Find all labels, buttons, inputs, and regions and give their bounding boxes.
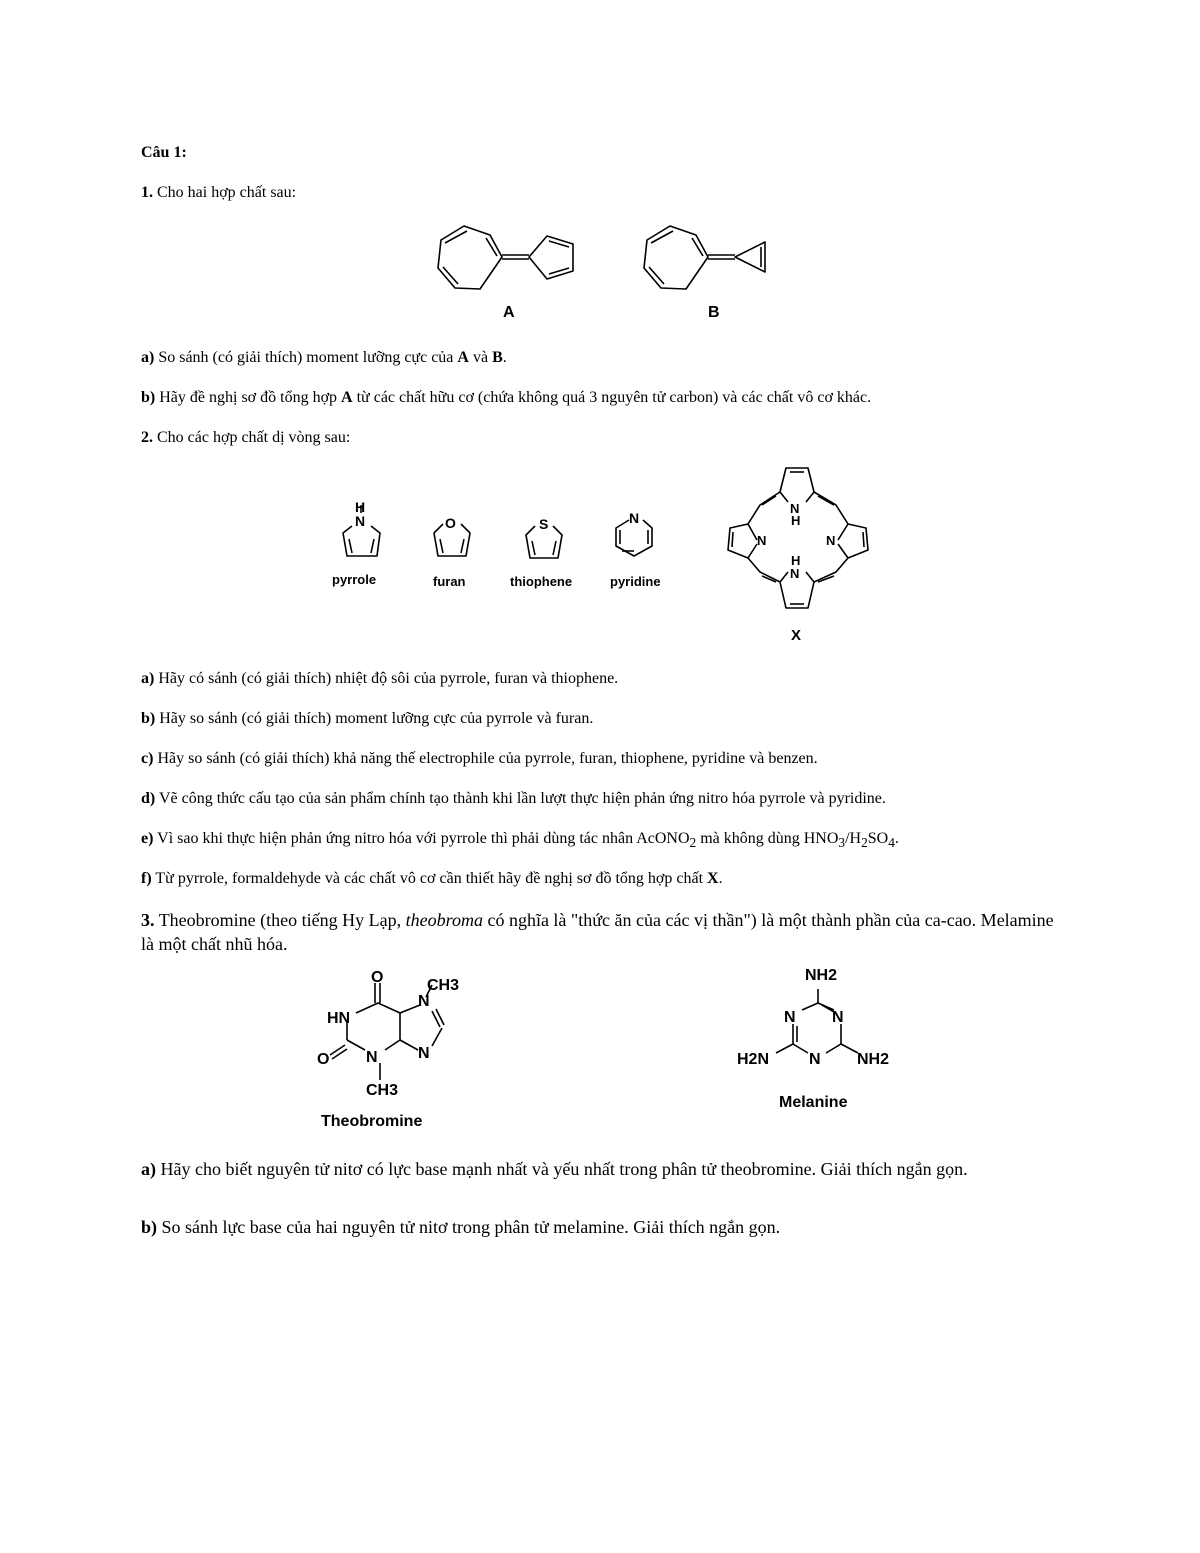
heading-cau-1: Câu 1:	[141, 144, 187, 161]
melamine-nh2-right: NH2	[857, 1051, 890, 1068]
furan-name: furan	[433, 574, 466, 589]
compound-b-structure	[644, 226, 765, 289]
furan-o-atom: O	[445, 515, 456, 531]
q2-part-d: d) Vẽ công thức cấu tạo của sản phẩm chính tạo thành khi lần lượt thực hiện phản ứng nitro hóa pyrrole và pyridine.	[141, 790, 886, 807]
melamine-name: Melanine	[779, 1094, 848, 1111]
theobromine-o-bottom: O	[317, 1051, 330, 1068]
pyrrole-name: pyrrole	[332, 572, 377, 587]
porphyrin-bottom-h: H	[791, 553, 801, 568]
theobromine-hn: HN	[327, 1010, 351, 1027]
melamine-nh2-top: NH2	[805, 967, 838, 984]
compound-b-label: B	[708, 304, 720, 321]
q2-part-e: e) Vì sao khi thực hiện phản ứng nitro hóa với pyrrole thì phải dùng tác nhân AcONO$_2$ mà không dùng $HNO_3/H_2SO_4$.	[141, 830, 899, 851]
compound-a-label: A	[503, 304, 515, 321]
q3-part-a: a) Hãy cho biết nguyên tử nitơ có lực base mạnh nhất và yếu nhất trong phân tử theobromine. Giải thích ngắn gọn.	[141, 1159, 968, 1179]
porphyrin-x-structure	[728, 468, 868, 608]
q1-part-b: b) Hãy đề nghị sơ đồ tổng hợp A từ các chất hữu cơ (chứa không quá 3 nguyên tử carbon) và các chất vô cơ khác.	[141, 389, 872, 406]
pyridine-n-atom: N	[629, 510, 640, 526]
q2-part-f: f) Từ pyrrole, formaldehyde và các chất vô cơ cần thiết hãy đề nghị sơ đồ tổng hợp chất X.	[141, 870, 723, 887]
q2-intro: 2. Cho các hợp chất dị vòng sau:	[141, 429, 351, 446]
thiophene-s-atom: S	[539, 516, 549, 532]
porphyrin-top-h: H	[791, 513, 801, 528]
theobromine-ch3-top: CH3	[427, 977, 460, 994]
pyrrole-h-atom: H	[355, 499, 366, 515]
porphyrin-bottom-n: N	[790, 566, 800, 581]
theobromine-n7: N	[418, 993, 430, 1010]
q1-part-a: a) So sánh (có giải thích) moment lưỡng cực của A và B.	[141, 349, 507, 366]
theobromine-name: Theobromine	[321, 1113, 423, 1130]
q1-intro: 1. Cho hai hợp chất sau:	[141, 184, 297, 201]
theobromine-n9: N	[418, 1045, 430, 1062]
melamine-n-right: N	[832, 1009, 844, 1026]
q3-intro: 3. Theobromine (theo tiếng Hy Lạp, theobroma có nghĩa là "thức ăn của các vị thần") là một thành phần của ca-cao. Melamine là một chất nhũ hóa.	[141, 910, 1054, 954]
melamine-n-bottom: N	[809, 1051, 821, 1068]
compound-x-label: X	[791, 627, 802, 644]
melamine-h2n-left: H2N	[737, 1051, 770, 1068]
theobromine-o-top: O	[371, 969, 384, 986]
porphyrin-left-n: N	[757, 533, 767, 548]
porphyrin-top-n: N	[790, 501, 800, 516]
melamine-n-left: N	[784, 1009, 796, 1026]
porphyrin-right-n: N	[826, 533, 836, 548]
q2-part-c: c) Hãy so sánh (có giải thích) khả năng thế electrophile của pyrrole, furan, thiophene, pyridine và benzen.	[141, 750, 818, 767]
pyrrole-n-atom: N	[355, 513, 366, 529]
theobromine-n3: N	[366, 1049, 378, 1066]
q2-part-a: a) Hãy có sánh (có giải thích) nhiệt độ sôi của pyrrole, furan và thiophene.	[141, 670, 619, 687]
q3-part-b: b) So sánh lực base của hai nguyên tử nitơ trong phân tử melamine. Giải thích ngắn gọn.	[141, 1217, 781, 1237]
q2-part-b: b) Hãy so sánh (có giải thích) moment lưỡng cực của pyrrole và furan.	[141, 710, 594, 727]
theobromine-ch3-bottom: CH3	[366, 1082, 399, 1099]
compound-a-structure	[438, 226, 573, 289]
pyridine-name: pyridine	[610, 574, 661, 589]
thiophene-name: thiophene	[510, 574, 573, 589]
